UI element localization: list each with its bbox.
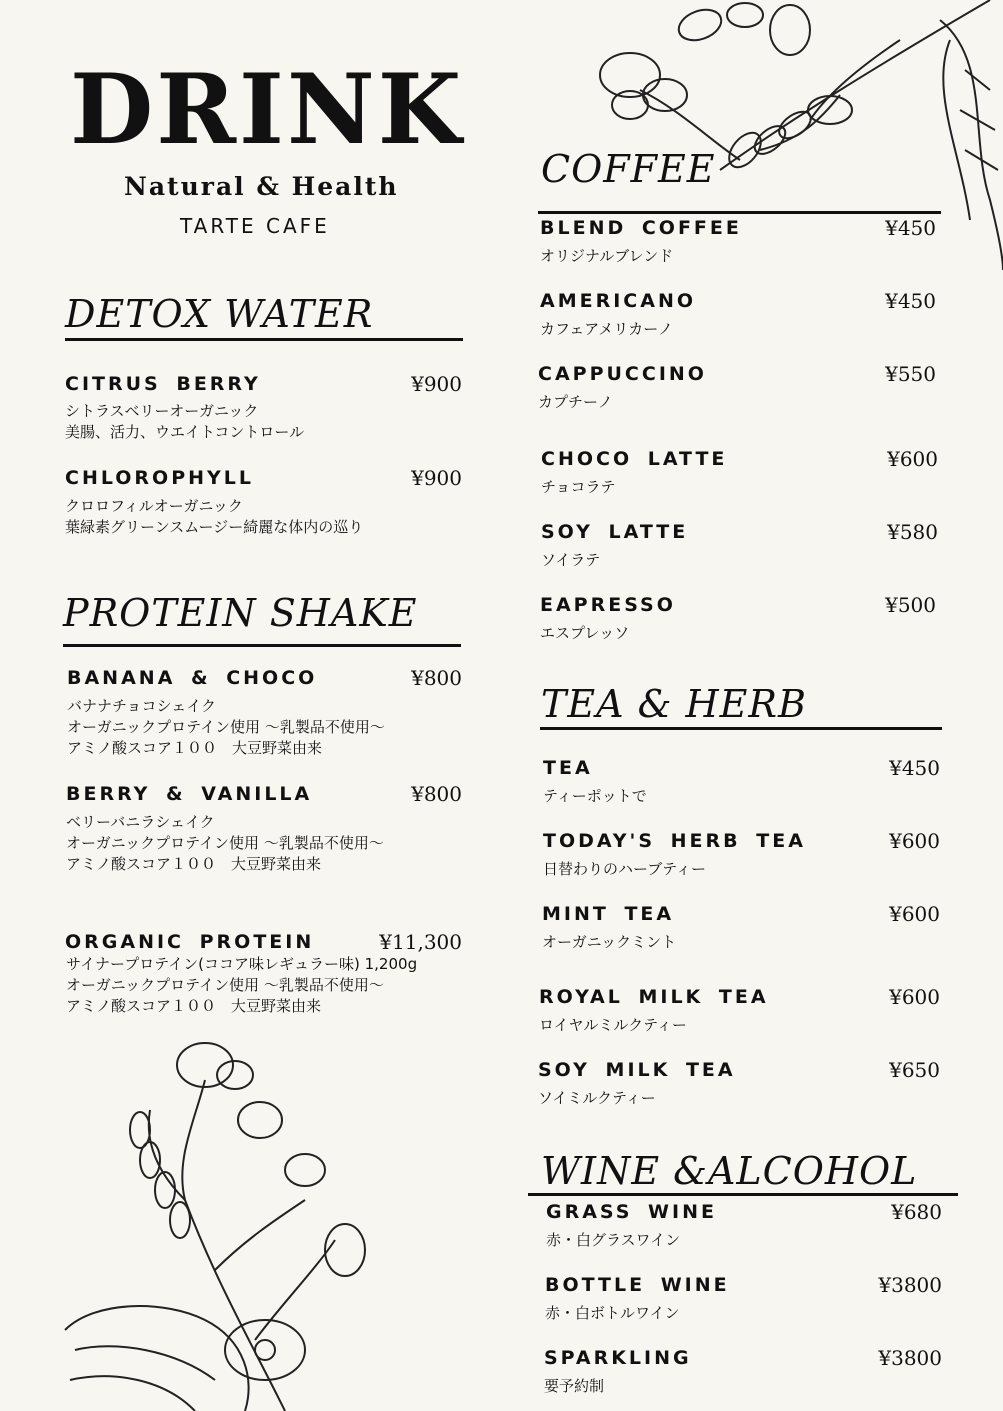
- item-description: 赤・白ボトルワイン: [545, 1304, 680, 1322]
- item-price: ¥680: [891, 1200, 942, 1224]
- item-name: BERRY & VANILLA: [66, 783, 313, 805]
- cafe-name: TARTE CAFE: [180, 214, 330, 238]
- item-name: BOTTLE WINE: [545, 1274, 730, 1296]
- item-description: ソイラテ: [541, 551, 601, 569]
- section-rule: [538, 211, 941, 214]
- item-description: ロイヤルミルクティー: [539, 1016, 687, 1034]
- section-title-protein-shake: PROTEIN SHAKE: [63, 591, 418, 635]
- item-name: CHOCO LATTE: [541, 448, 728, 470]
- item-description: チョコラテ: [541, 478, 616, 496]
- item-description: サイナープロテイン(ココア味レギュラー味) 1,200g オーガニックプロテイン使用 〜乳製品不使用〜 アミノ酸スコア１００ 大豆野菜由来: [66, 955, 418, 1015]
- item-name: ORGANIC PROTEIN: [65, 931, 315, 953]
- item-description: クロロフィルオーガニック 葉緑素グリーンスムージー綺麗な体内の巡り: [65, 497, 364, 536]
- section-rule: [540, 727, 942, 730]
- item-name: EAPRESSO: [540, 594, 676, 616]
- item-description: オーガニックミント: [542, 933, 677, 951]
- menu-subtitle: Natural & Health: [124, 172, 399, 201]
- item-name: SPARKLING: [544, 1347, 692, 1369]
- item-price: ¥3800: [878, 1273, 942, 1297]
- item-price: ¥600: [889, 985, 940, 1009]
- item-price: ¥500: [885, 593, 936, 617]
- item-description: 日替わりのハーブティー: [543, 860, 707, 878]
- item-name: TODAY'S HERB TEA: [543, 830, 806, 852]
- item-price: ¥900: [411, 466, 462, 490]
- item-name: TEA: [543, 757, 593, 779]
- section-rule: [65, 338, 463, 341]
- item-name: SOY MILK TEA: [538, 1059, 736, 1081]
- item-price: ¥900: [411, 372, 462, 396]
- item-name: AMERICANO: [540, 290, 696, 312]
- item-description: シトラスベリーオーガニック 美腸、活力、ウエイトコントロール: [65, 402, 305, 441]
- item-name: MINT TEA: [542, 903, 675, 925]
- botanical-flower-icon: [55, 1020, 385, 1411]
- item-price: ¥600: [889, 829, 940, 853]
- section-rule: [528, 1193, 958, 1196]
- item-price: ¥600: [889, 902, 940, 926]
- item-description: 赤・白グラスワイン: [546, 1231, 681, 1249]
- item-name: SOY LATTE: [541, 521, 689, 543]
- item-description: ソイミルクティー: [538, 1089, 656, 1107]
- item-price: ¥580: [887, 520, 938, 544]
- section-title-detox-water: DETOX WATER: [65, 292, 374, 336]
- item-description: ティーポットで: [543, 787, 647, 805]
- section-title-wine-alcohol: WINE &ALCOHOL: [541, 1149, 918, 1193]
- item-name: CAPPUCCINO: [538, 363, 707, 385]
- item-name: GRASS WINE: [546, 1201, 717, 1223]
- item-description: カプチーノ: [538, 393, 613, 411]
- item-price: ¥600: [887, 447, 938, 471]
- item-price: ¥11,300: [379, 930, 462, 954]
- item-name: CHLOROPHYLL: [65, 467, 255, 489]
- item-name: BLEND COFFEE: [540, 217, 742, 239]
- menu-title: DRINK: [70, 53, 465, 166]
- item-name: ROYAL MILK TEA: [539, 986, 769, 1008]
- item-description: カフェアメリカーノ: [540, 320, 673, 338]
- item-price: ¥3800: [878, 1346, 942, 1370]
- item-name: CITRUS BERRY: [65, 373, 261, 395]
- section-title-tea-herb: TEA & HERB: [541, 682, 807, 726]
- item-price: ¥800: [411, 782, 462, 806]
- item-price: ¥550: [885, 362, 936, 386]
- item-description: ベリーバニラシェイク オーガニックプロテイン使用 〜乳製品不使用〜 アミノ酸スコア１００ 大豆野菜由来: [66, 813, 384, 873]
- section-rule: [63, 644, 461, 647]
- item-description: オリジナルブレンド: [540, 247, 674, 265]
- item-description: エスプレッソ: [540, 624, 630, 642]
- item-price: ¥650: [889, 1058, 940, 1082]
- item-price: ¥450: [885, 289, 936, 313]
- item-description: 要予約制: [544, 1377, 605, 1395]
- item-name: BANANA & CHOCO: [67, 667, 318, 689]
- item-price: ¥450: [889, 756, 940, 780]
- section-title-coffee: COFFEE: [541, 147, 716, 191]
- item-price: ¥800: [411, 666, 462, 690]
- item-description: バナナチョコシェイク オーガニックプロテイン使用 〜乳製品不使用〜 アミノ酸スコア１００ 大豆野菜由来: [67, 697, 385, 757]
- item-price: ¥450: [885, 216, 936, 240]
